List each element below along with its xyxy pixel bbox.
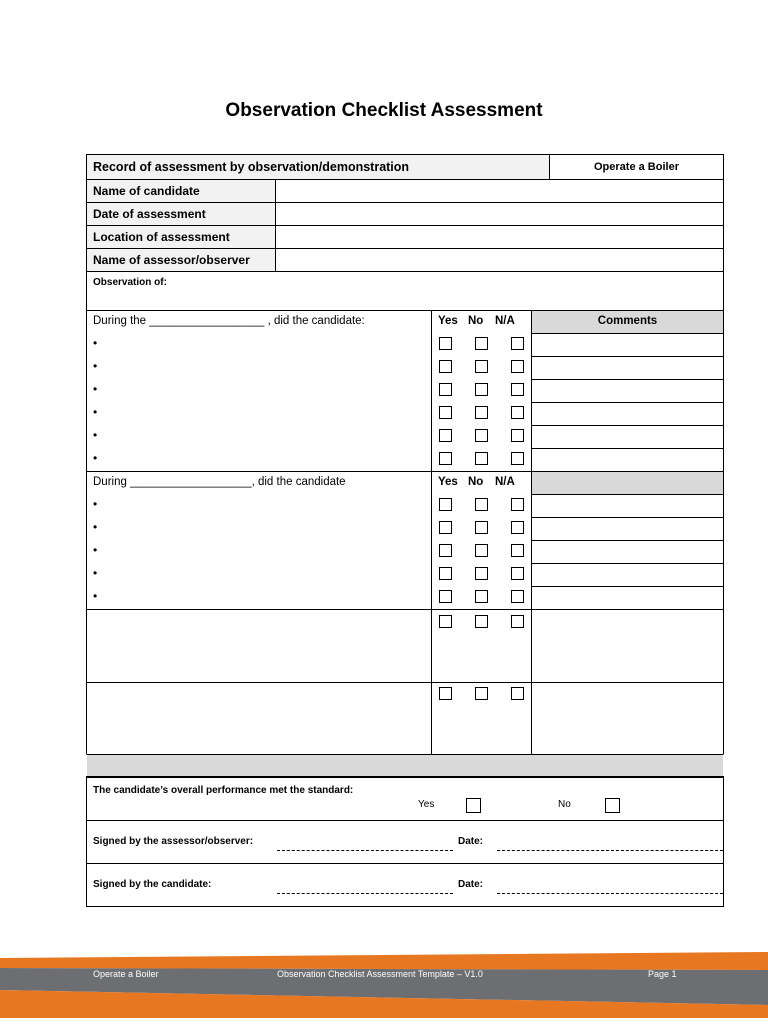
separator-bar — [86, 754, 724, 778]
comment-cell[interactable] — [531, 425, 724, 449]
bullet: • — [93, 405, 98, 419]
section2-prompt: During ___________________, did the candidate — [93, 476, 346, 488]
assessor-signature-label: Signed by the assessor/observer: — [93, 836, 254, 847]
na-checkbox[interactable] — [511, 406, 524, 419]
yes-header: Yes — [438, 315, 458, 327]
comment-cell[interactable] — [531, 563, 724, 587]
assessor-signature-line[interactable] — [277, 850, 453, 851]
yes-checkbox[interactable] — [439, 590, 452, 603]
comment-cell[interactable] — [531, 448, 724, 472]
candidate-signature-label: Signed by the candidate: — [93, 879, 212, 890]
no-checkbox[interactable] — [475, 567, 488, 580]
no-checkbox[interactable] — [475, 498, 488, 511]
bullet: • — [93, 359, 98, 373]
comment-cell[interactable] — [531, 586, 724, 610]
candidate-date-line[interactable] — [497, 893, 723, 894]
bullet: • — [93, 382, 98, 396]
no-checkbox[interactable] — [475, 687, 488, 700]
assessor-date-label: Date: — [458, 836, 484, 847]
observation-of-label: Observation of: — [86, 271, 724, 311]
bullet: • — [93, 543, 98, 557]
overall-performance-label: The candidate’s overall performance met the standard: — [93, 785, 354, 796]
comment-cell[interactable] — [531, 494, 724, 518]
yes-checkbox[interactable] — [439, 567, 452, 580]
comment-cell[interactable] — [531, 402, 724, 426]
no-header: No — [468, 476, 484, 488]
assessment-date-field[interactable] — [275, 202, 724, 226]
bullet: • — [93, 566, 98, 580]
footer-center-text: Observation Checklist Assessment Template – V1.0 — [277, 969, 483, 979]
yes-checkbox[interactable] — [439, 544, 452, 557]
candidate-date-label: Date: — [458, 879, 484, 890]
no-checkbox[interactable] — [475, 521, 488, 534]
comment-cell[interactable] — [531, 356, 724, 380]
yes-checkbox[interactable] — [439, 337, 452, 350]
overall-performance-row — [86, 776, 724, 821]
extra-question-cell[interactable] — [86, 609, 432, 683]
bullet: • — [93, 520, 98, 534]
section1-prompt: During the __________________ , did the candidate: — [93, 315, 365, 327]
yes-checkbox[interactable] — [439, 521, 452, 534]
assessor-name-label: Name of assessor/observer — [86, 248, 276, 272]
comment-cell[interactable] — [531, 682, 724, 755]
record-heading: Record of assessment by observation/demonstration — [86, 154, 550, 180]
candidate-name-label: Name of candidate — [86, 179, 276, 203]
yes-checkbox[interactable] — [439, 615, 452, 628]
extra-question-cell[interactable] — [86, 682, 432, 755]
comment-cell[interactable] — [531, 609, 724, 683]
yes-checkbox[interactable] — [439, 429, 452, 442]
yes-checkbox[interactable] — [439, 383, 452, 396]
candidate-signature-row — [86, 863, 724, 907]
na-checkbox[interactable] — [511, 687, 524, 700]
unit-name: Operate a Boiler — [549, 154, 724, 180]
footer-left-text: Operate a Boiler — [93, 969, 159, 979]
assessor-name-field[interactable] — [275, 248, 724, 272]
bullet: • — [93, 428, 98, 442]
footer-band — [0, 948, 768, 1024]
no-checkbox[interactable] — [475, 590, 488, 603]
overall-no-label: No — [558, 799, 571, 810]
overall-no-checkbox[interactable] — [605, 798, 620, 813]
na-checkbox[interactable] — [511, 360, 524, 373]
na-checkbox[interactable] — [511, 337, 524, 350]
no-header: No — [468, 315, 484, 327]
yes-checkbox[interactable] — [439, 360, 452, 373]
comment-cell[interactable] — [531, 517, 724, 541]
yes-checkbox[interactable] — [439, 498, 452, 511]
bullet: • — [93, 589, 98, 603]
candidate-signature-line[interactable] — [277, 893, 453, 894]
bullet: • — [93, 336, 98, 350]
yes-header: Yes — [438, 476, 458, 488]
na-checkbox[interactable] — [511, 521, 524, 534]
section1-question-cell — [86, 310, 432, 472]
na-checkbox[interactable] — [511, 452, 524, 465]
page-title: Observation Checklist Assessment — [225, 100, 543, 121]
assessor-signature-row — [86, 820, 724, 864]
bullet: • — [93, 497, 98, 511]
assessment-location-label: Location of assessment — [86, 225, 276, 249]
bullet: • — [93, 451, 98, 465]
assessment-date-label: Date of assessment — [86, 202, 276, 226]
overall-yes-label: Yes — [418, 799, 435, 810]
na-checkbox[interactable] — [511, 544, 524, 557]
section2-question-cell — [86, 471, 432, 610]
no-checkbox[interactable] — [475, 337, 488, 350]
yes-checkbox[interactable] — [439, 687, 452, 700]
no-checkbox[interactable] — [475, 383, 488, 396]
na-header: N/A — [495, 315, 515, 327]
na-checkbox[interactable] — [511, 429, 524, 442]
no-checkbox[interactable] — [475, 544, 488, 557]
footer-orange-top — [0, 952, 768, 970]
overall-yes-checkbox[interactable] — [466, 798, 481, 813]
no-checkbox[interactable] — [475, 452, 488, 465]
na-checkbox[interactable] — [511, 567, 524, 580]
assessor-date-line[interactable] — [497, 850, 723, 851]
no-checkbox[interactable] — [475, 406, 488, 419]
comment-cell[interactable] — [531, 333, 724, 357]
comment-cell[interactable] — [531, 379, 724, 403]
comments-header: Comments — [531, 310, 724, 334]
candidate-name-field[interactable] — [275, 179, 724, 203]
comment-cell[interactable] — [531, 540, 724, 564]
na-checkbox[interactable] — [511, 498, 524, 511]
na-checkbox[interactable] — [511, 383, 524, 396]
na-checkbox[interactable] — [511, 590, 524, 603]
no-checkbox[interactable] — [475, 360, 488, 373]
comments-header-blank — [531, 471, 724, 495]
na-checkbox[interactable] — [511, 615, 524, 628]
no-checkbox[interactable] — [475, 615, 488, 628]
yes-checkbox[interactable] — [439, 452, 452, 465]
footer-page-number: Page 1 — [648, 969, 677, 979]
na-header: N/A — [495, 476, 515, 488]
no-checkbox[interactable] — [475, 429, 488, 442]
yes-checkbox[interactable] — [439, 406, 452, 419]
assessment-location-field[interactable] — [275, 225, 724, 249]
